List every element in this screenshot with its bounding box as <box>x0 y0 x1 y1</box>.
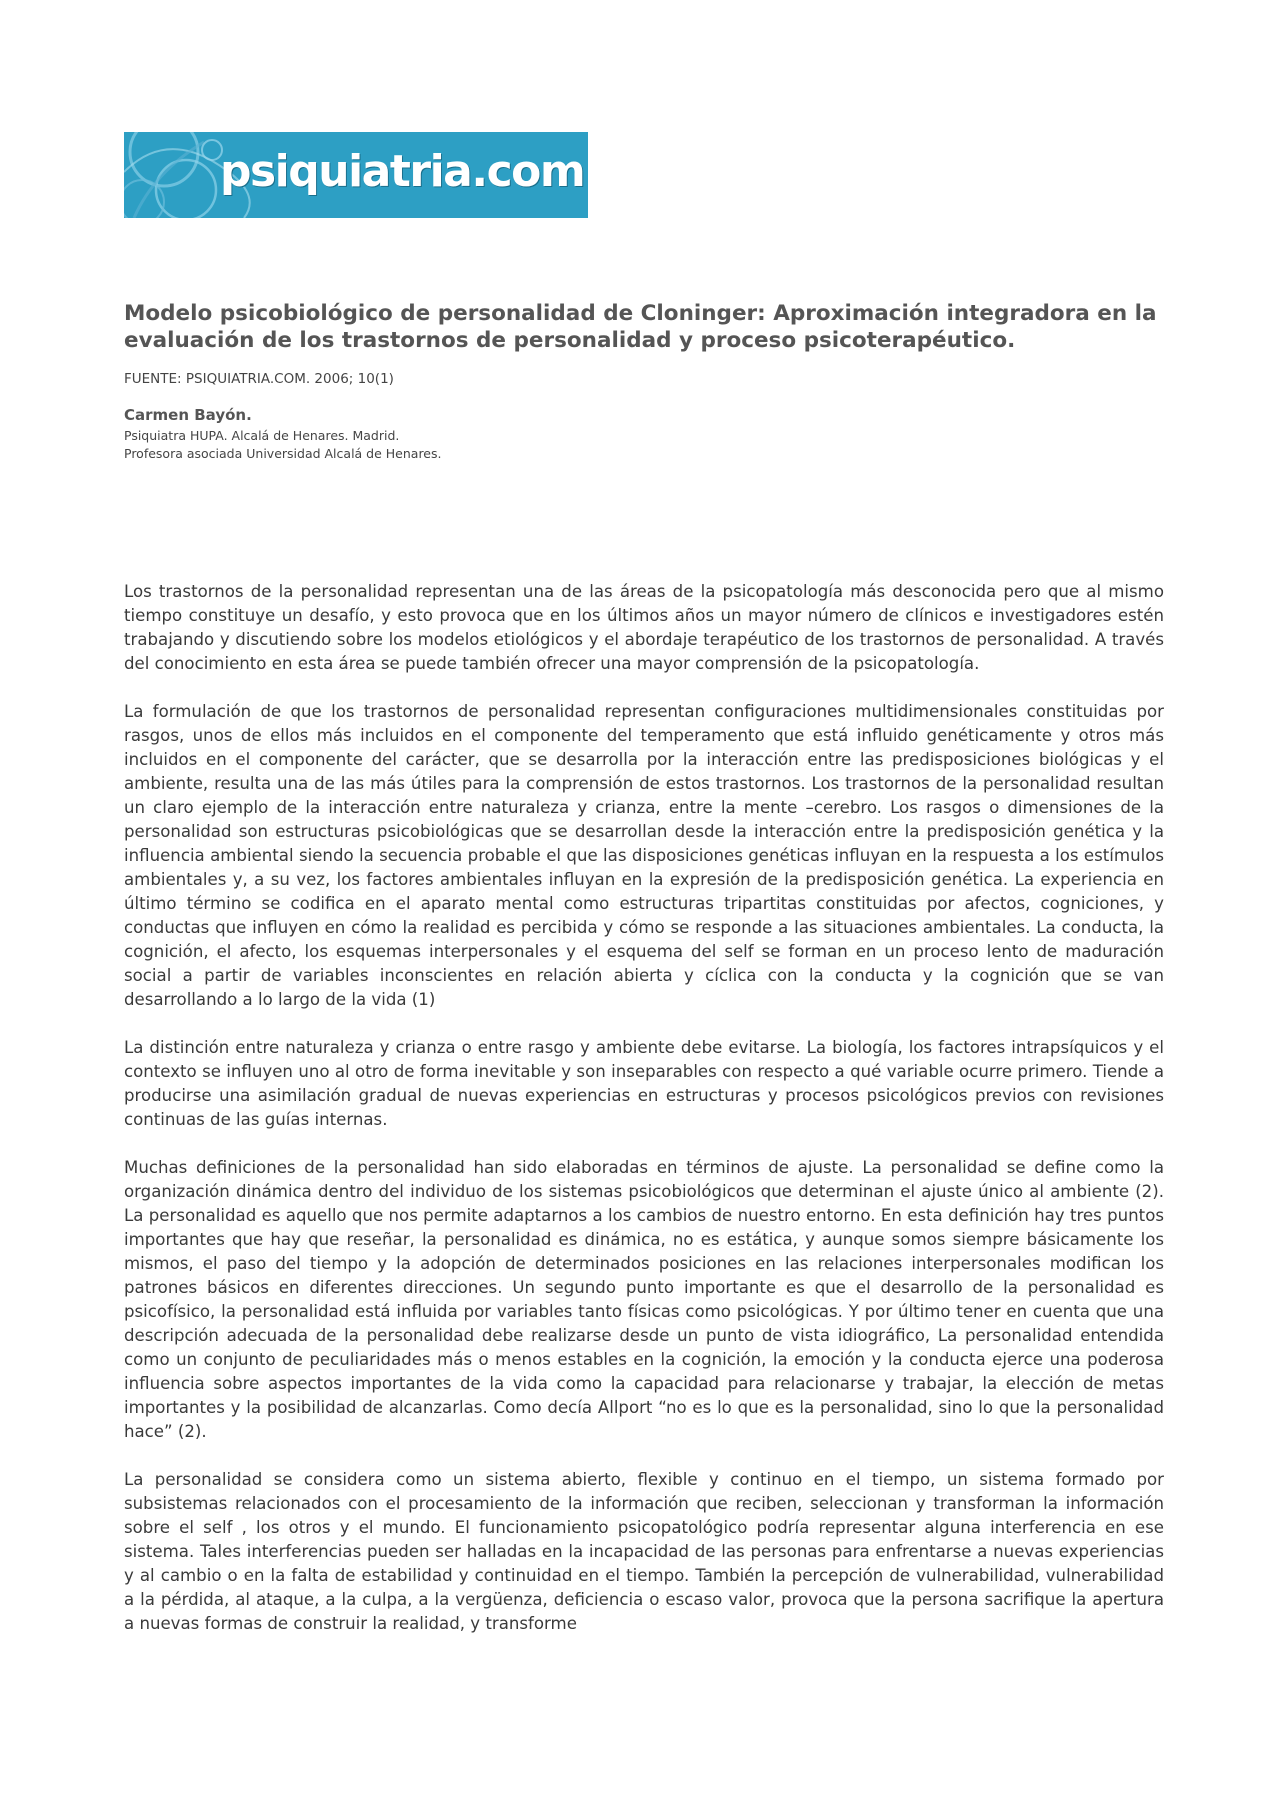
body-paragraph-3: La distinción entre naturaleza y crianza o entre rasgo y ambiente debe evitarse. La biología, los factores intrapsíquicos y el contexto se influyen uno al otro de forma inevitable y son inseparables con respecto a qué variable ocurre primero. Tiende a producirse una asimilación gradual de nuevas experiencias en estructuras y procesos psicológicos previos con revisiones continuas de las guías internas. <box>124 1038 1164 1129</box>
site-logo <box>124 132 588 218</box>
body-paragraph-5: La personalidad se considera como un sistema abierto, flexible y continuo en el tiempo, un sistema formado por subsistemas relacionados con el procesamiento de la información que reciben, seleccionan y transforman la información sobre el self , los otros y el mundo. El funcionamiento psicopatológico podría representar alguna interferencia en ese sistema. Tales interferencias pueden ser halladas en la incapacidad de las personas para enfrentarse a nuevas experiencias y al cambio o en la falta de estabilidad y continuidad en el tiempo. También la percepción de vulnerabilidad, vulnerabilidad a la pérdida, al ataque, a la culpa, a la vergüenza, deficiencia o escaso valor, provoca que la persona sacrifique la apertura a nuevas formas de construir la realidad, y transforme <box>124 1470 1164 1633</box>
article-title: Modelo psicobiológico de personalidad de Cloninger: Aproximación integradora en la evaluación de los trastornos de personalidad y proceso psicoterapéutico. <box>124 301 1157 353</box>
article-body <box>124 580 1164 1660</box>
author-name: Carmen Bayón. <box>124 406 252 424</box>
body-paragraph-1: Los trastornos de la personalidad representan una de las áreas de la psicopatología más desconocida pero que al mismo tiempo constituye un desafío, y esto provoca que en los últimos años un mayor número de clínicos e investigadores estén trabajando y discutiendo sobre los modelos etiológicos y el abordaje terapéutico de los trastornos de personalidad. A través del conocimiento en esta área se puede también ofrecer una mayor comprensión de la psicopatología. <box>124 582 1164 673</box>
body-paragraph-2: La formulación de que los trastornos de personalidad representan configuraciones multidimensionales constituidas por rasgos, unos de ellos más incluidos en el componente del temperamento que está influido genéticamente y otros más incluidos en el componente del carácter, que se desarrolla por la interacción entre las predisposiciones biológicas y el ambiente, resulta una de las más útiles para la comprensión de estos trastornos. Los trastornos de la personalidad resultan un claro ejemplo de la interacción entre naturaleza y crianza, entre la mente –cerebro. Los rasgos o dimensiones de la personalidad son estructuras psicobiológicas que se desarrollan desde la interacción entre la predisposición genética y la influencia ambiental siendo la secuencia probable el que las disposiciones genéticas influyan en la respuesta a los estímulos ambientales y, a su vez, los factores ambientales influyan en la expresión de la predisposición genética. La experiencia en último término se codifica en el aparato mental como estructuras tripartitas constituidas por afectos, cogniciones, y conductas que influyen en cómo la realidad es percibida y cómo se responde a las situaciones ambientales. La conducta, la cognición, el afecto, los esquemas interpersonales y el esquema del self se forman en un proceso lento de maduración social a partir de variables inconscientes en relación abierta y cíclica con la conducta y la cognición que se van desarrollando a lo largo de la vida (1) <box>124 702 1164 1009</box>
source-citation: FUENTE: PSIQUIATRIA.COM. 2006; 10(1) <box>124 371 394 387</box>
author-affiliation-2: Profesora asociada Universidad Alcalá de Henares. <box>124 446 442 461</box>
body-paragraph-4: Muchas definiciones de la personalidad han sido elaboradas en términos de ajuste. La personalidad se define como la organización dinámica dentro del individuo de los sistemas psicobiológicos que determinan el ajuste único al ambiente (2). La personalidad es aquello que nos permite adaptarnos a los cambios de nuestro entorno. En esta definición hay tres puntos importantes que hay que reseñar, la personalidad es dinámica, no es estática, y aunque somos siempre básicamente los mismos, el paso del tiempo y la adopción de determinados posiciones en las relaciones interpersonales modifican los patrones básicos en diferentes direcciones. Un segundo punto importante es que el desarrollo de la personalidad es psicofísico, la personalidad está influida por variables tanto físicas como psicológicas. Y por último tener en cuenta que una descripción adecuada de la personalidad debe realizarse desde un punto de vista idiográfico, La personalidad entendida como un conjunto de peculiaridades más o menos estables en la cognición, la emoción y la conducta ejerce una poderosa influencia sobre aspectos importantes de la vida como la capacidad para relacionarse y trabajar, la elección de metas importantes y la posibilidad de alcanzarlas. Como decía Allport “no es lo que es la personalidad, sino lo que la personalidad hace” (2). <box>124 1158 1164 1441</box>
author-affiliation-1: Psiquiatra HUPA. Alcalá de Henares. Madrid. <box>124 428 400 443</box>
logo-text: psiquiatria.com <box>220 146 585 197</box>
